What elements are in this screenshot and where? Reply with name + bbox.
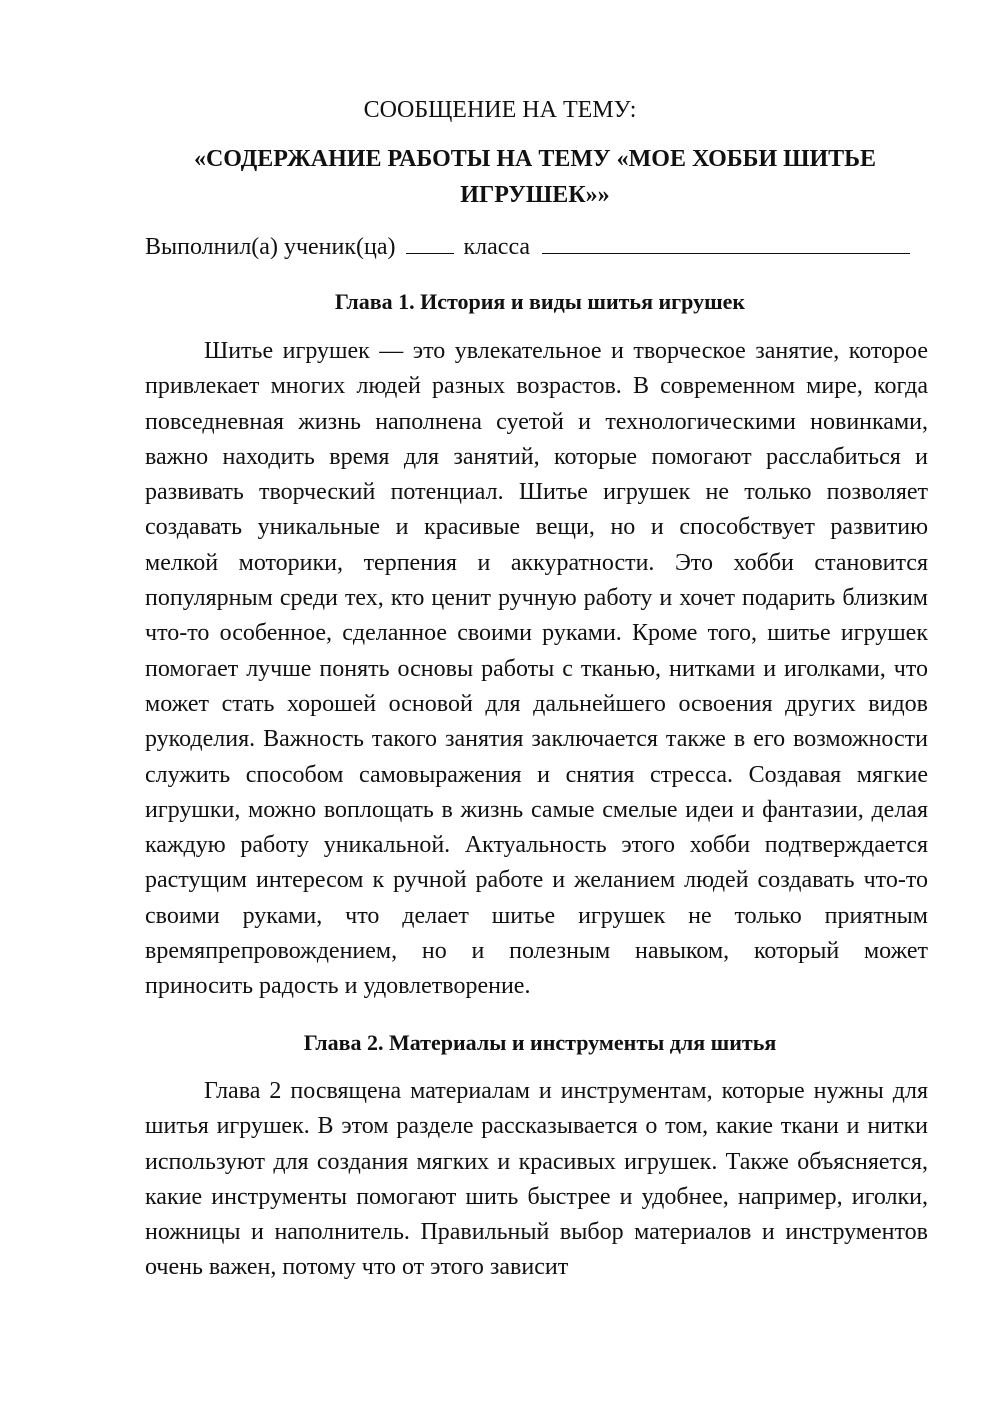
- document-header: [0, 92, 1000, 128]
- chapter-2-paragraph: Глава 2 посвящена материалам и инструментам, которые нужны для шитья игрушек. В этом разделе рассказывается о том, какие ткани и нитки используют для создания мягких и красивых игрушек. Также объясняется, какие инструменты помогают шить быстрее и удобнее, например, иголки, ножницы и наполнитель. Правильный выбор материалов и инструментов очень важен, потому что от этого зависит: [145, 1078, 928, 1281]
- chapter-2-heading: Глава 2. Материалы и инструменты для шитья: [303, 1030, 777, 1055]
- class-label: класса: [463, 234, 531, 260]
- author-line: [145, 229, 935, 265]
- document-title: «СОДЕРЖАНИЕ РАБОТЫ НА ТЕМУ «МОЕ ХОББИ ШИТЬЕ ИГРУШЕК»»: [193, 146, 877, 208]
- chapter-1-paragraph: Шитье игрушек — это увлекательное и творческое занятие, которое привлекает многих людей разных возрастов. В современном мире, когда повседневная жизнь наполнена суетой и технологическими новинками, важно находить время для занятий, которые помогают расслабиться и развивать творческий потенциал. Шитье игрушек не только позволяет создавать уникальные и красивые вещи, но и способствует развитию мелкой моторики, терпения и аккуратности. Это хобби становится популярным среди тех, кто ценит ручную работу и хочет подарить близким что-то особенное, сделанное своими руками. Кроме того, шитье игрушек помогает лучше понять основы работы с тканью, нитками и иголками, что может стать хорошей основой для дальнейшего освоения других видов рукоделия. Важность такого занятия заключается также в его возможности служить способом самовыражения и снятия стресса. Создавая мягкие игрушки, можно воплощать в жизнь самые смелые идеи и фантазии, делая каждую работу уникальной. Актуальность этого хобби подтверждается растущим интересом к ручной работе и желанием людей создавать что-то своими руками, что делает шитье игрушек не только приятным времяпрепровождением, но и полезным навыком, который может приносить радость и удовлетворение.: [145, 338, 928, 1000]
- class-number-blank: [406, 229, 454, 254]
- message-label: СООБЩЕНИЕ НА ТЕМУ:: [363, 97, 637, 123]
- student-name-blank: [542, 229, 910, 254]
- chapter-1-heading: Глава 1. История и виды шитья игрушек: [334, 289, 746, 314]
- author-prefix: Выполнил(а) ученик(ца): [145, 234, 396, 260]
